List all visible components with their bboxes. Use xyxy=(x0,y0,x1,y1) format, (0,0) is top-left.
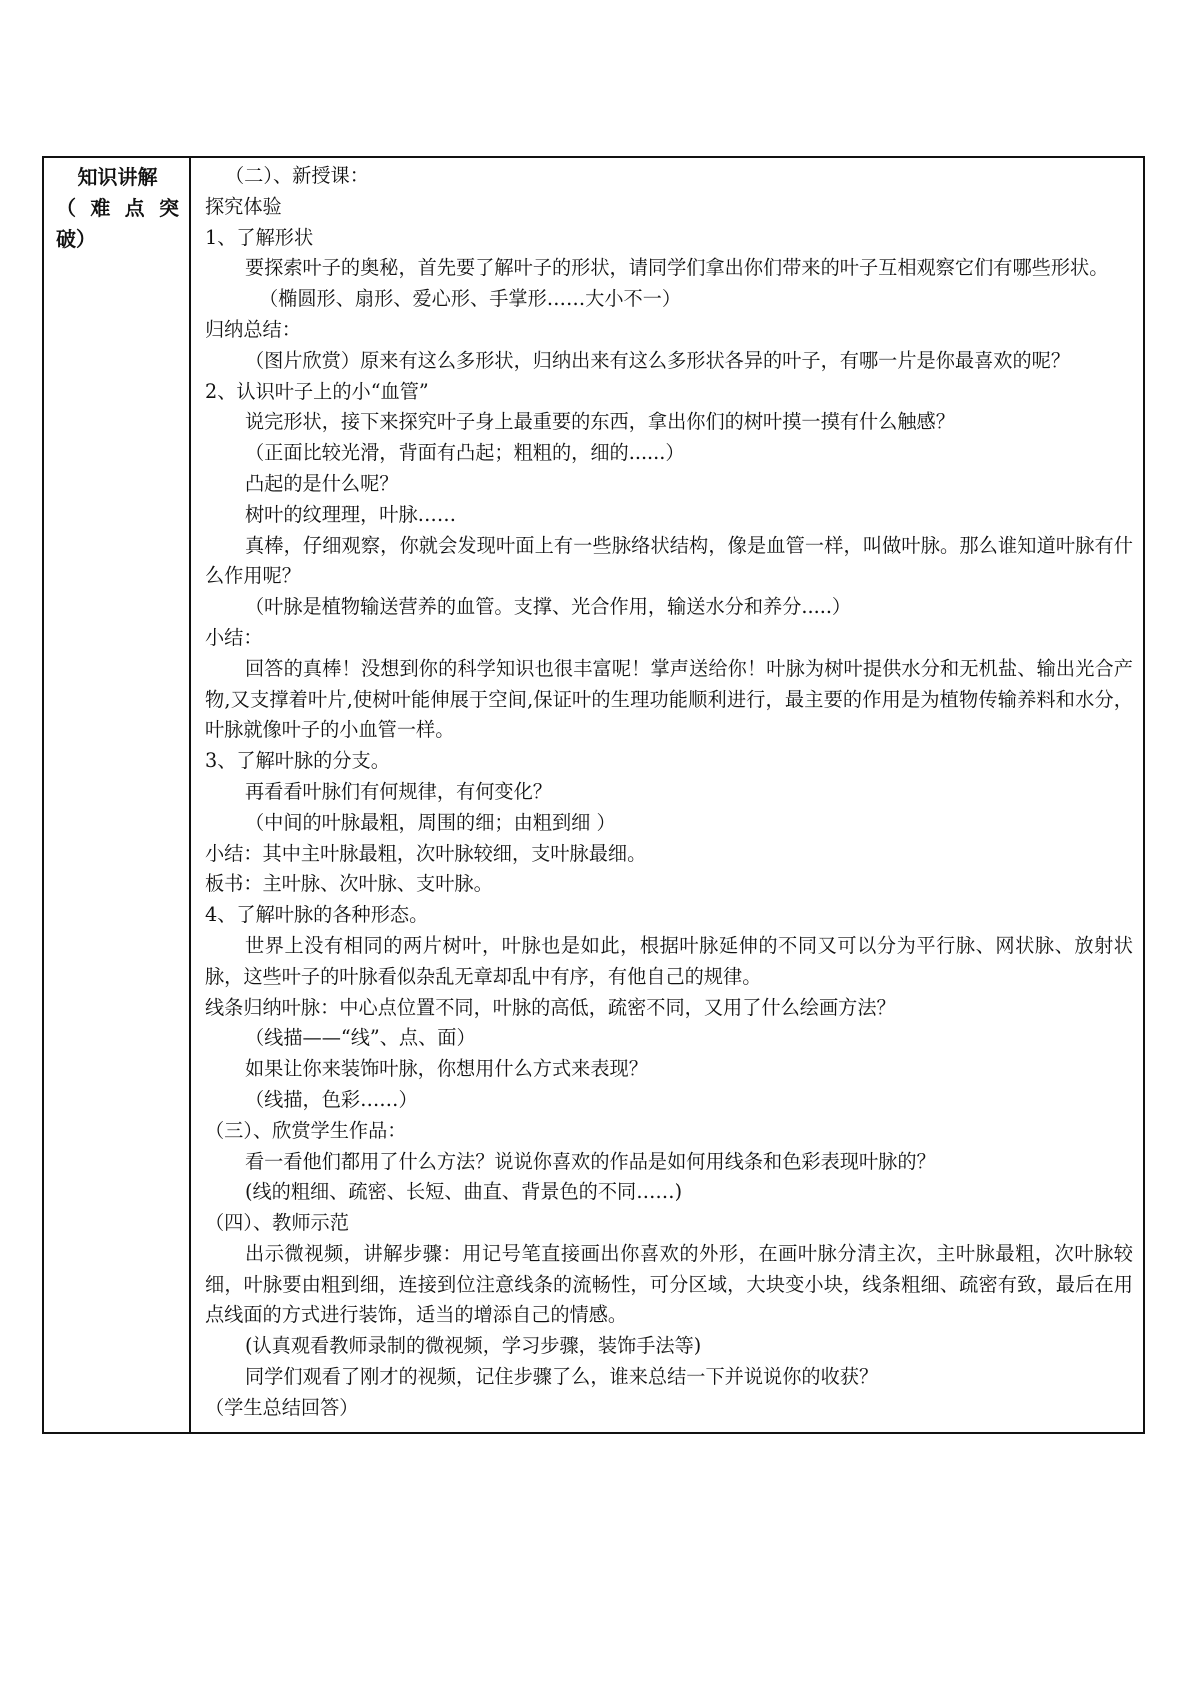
student-answer: (认真观看教师录制的微视频，学习步骤，装饰手法等) xyxy=(245,1334,702,1358)
section-heading: （二）、新授课： xyxy=(225,164,369,187)
student-answer: （线描——“线”、点、面） xyxy=(245,1026,476,1050)
section-heading: （四）、教师示范 xyxy=(205,1211,349,1235)
content-cell xyxy=(190,157,1144,1433)
student-answer: （线描，色彩……） xyxy=(245,1087,418,1111)
step-title: 1、了解形状 xyxy=(205,225,314,249)
student-answer: （椭圆形、扇形、爱心形、手掌形……大小不一） xyxy=(259,287,682,311)
board-writing: 板书：主叶脉、次叶脉、支叶脉。 xyxy=(205,872,493,896)
summary-line: 小结：其中主叶脉最粗，次叶脉较细，支叶脉最细。 xyxy=(205,841,647,865)
row-label-cell xyxy=(43,157,190,1433)
lesson-plan-table xyxy=(42,156,1145,1434)
section-heading: （三）、欣赏学生作品： xyxy=(205,1118,407,1142)
paragraph: 真棒，仔细观察，你就会发现叶面上有一些脉络状结构，像是血管一样，叫做叶脉。那么谁知道叶脉有什么作用呢？ xyxy=(205,533,1133,588)
lesson-content xyxy=(191,158,1143,1432)
label-char: 难 xyxy=(90,196,111,220)
label-char: 突 xyxy=(158,196,179,220)
row-label xyxy=(44,158,189,255)
student-answer: （叶脉是植物输送营养的血管。支撑、光合作用，输送水分和养分.....） xyxy=(245,595,852,619)
paragraph: 回答的真棒！没想到你的科学知识也很丰富呢！掌声送给你！叶脉为树叶提供水分和无机盐、输出光合产物,又支撑着叶片,使树叶能伸展于空间,保证叶的生理功能顺利进行，最主要的作用是为植物传输养料和水分，叶脉就像叶子的小血管一样。 xyxy=(205,656,1133,742)
teacher-question: 线条归纳叶脉：中心点位置不同，叶脉的高低，疏密不同，又用了什么绘画方法？ xyxy=(205,995,896,1019)
subheading: 探究体验 xyxy=(205,194,282,218)
label-line-3: 破） xyxy=(56,227,96,251)
label-line-1: 知识讲解 xyxy=(77,165,158,189)
step-title: 2、认识叶子上的小“血管” xyxy=(205,379,429,403)
teacher-question: 看一看他们都用了什么方法？说说你喜欢的作品是如何用线条和色彩表现叶脉的？ xyxy=(245,1149,936,1173)
paragraph: （图片欣赏）原来有这么多形状，归纳出来有这么多形状各异的叶子，有哪一片是你最喜欢的呢？ xyxy=(245,348,1071,372)
table-row xyxy=(43,157,1144,1433)
teacher-question: 如果让你来装饰叶脉，你想用什么方式来表现？ xyxy=(245,1057,648,1081)
student-answer: （学生总结回答） xyxy=(205,1395,359,1419)
paragraph: 世界上没有相同的两片树叶，叶脉也是如此，根据叶脉延伸的不同又可以分为平行脉、网状脉、放射状脉，这些叶子的叶脉看似杂乱无章却乱中有序，有他自己的规律。 xyxy=(205,933,1133,988)
student-answer: (线的粗细、疏密、长短、曲直、背景色的不同……) xyxy=(245,1180,683,1204)
teacher-question: 同学们观看了刚才的视频，记住步骤了么，谁来总结一下并说说你的收获？ xyxy=(245,1365,879,1389)
step-title: 4、了解叶脉的各种形态。 xyxy=(205,903,429,927)
paragraph: 要探索叶子的奥秘，首先要了解叶子的形状，请同学们拿出你们带来的叶子互相观察它们有哪些形状。 xyxy=(245,256,1109,280)
paragraph: 出示微视频，讲解步骤：用记号笔直接画出你喜欢的外形，在画叶脉分清主次，主叶脉最粗，次叶脉较细，叶脉要由粗到细，连接到位注意线条的流畅性，可分区域，大块变小块，线条粗细、疏密有致，最后在用点线面的方式进行装饰，适当的增添自己的情感。 xyxy=(205,1241,1133,1327)
teacher-question: 再看看叶脉们有何规律，有何变化？ xyxy=(245,779,552,803)
label-line-2 xyxy=(56,193,179,224)
student-answer: 树叶的纹理理，叶脉…… xyxy=(245,502,457,526)
teacher-question: 说完形状，接下来探究叶子身上最重要的东西，拿出你们的树叶摸一摸有什么触感？ xyxy=(245,410,955,434)
label-char: （ xyxy=(56,196,76,220)
step-title: 3、了解叶脉的分支。 xyxy=(205,749,390,773)
student-answer: （中间的叶脉最粗，周围的细；由粗到细 ） xyxy=(245,810,616,834)
label-char: 点 xyxy=(124,196,145,220)
summary-title: 小结： xyxy=(205,625,263,649)
student-answer: （正面比较光滑，背面有凸起；粗粗的，细的......） xyxy=(245,441,685,465)
teacher-question: 凸起的是什么呢？ xyxy=(245,471,399,495)
summary-title: 归纳总结： xyxy=(205,317,301,341)
